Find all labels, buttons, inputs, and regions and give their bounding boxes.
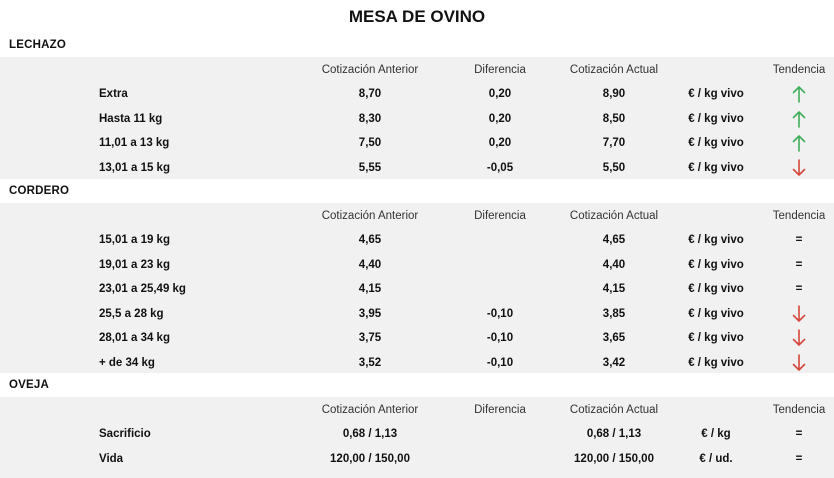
previous-price: 7,50 [358, 137, 382, 150]
previous-price: 3,52 [358, 356, 382, 369]
column-header-anterior: Cotización Anterior [321, 404, 419, 416]
row-label: Sacrificio [99, 428, 151, 441]
unit: € / kg vivo [688, 234, 744, 247]
row-label: 28,01 a 34 kg [99, 332, 170, 345]
trend [762, 131, 834, 156]
table-row [0, 253, 834, 278]
previous-price: 3,75 [358, 332, 382, 345]
trend [762, 228, 834, 253]
previous-price: 8,70 [358, 88, 382, 101]
current-price: 4,65 [602, 234, 626, 247]
previous-price: 3,95 [358, 307, 382, 320]
column-header-anterior: Cotización Anterior [321, 64, 419, 76]
trend [762, 82, 834, 107]
difference: 0,20 [488, 112, 512, 125]
trend-equal: = [795, 428, 803, 441]
unit: € / kg vivo [688, 307, 744, 320]
unit: € / kg vivo [688, 258, 744, 271]
column-header-tendencia: Tendencia [772, 64, 826, 76]
difference [460, 228, 540, 253]
table-row [0, 447, 834, 472]
trend-down-arrow-icon [792, 329, 806, 347]
unit: € / ud. [699, 452, 733, 465]
current-price: 8,90 [602, 88, 626, 101]
previous-price: 5,55 [358, 161, 382, 174]
table-row [0, 277, 834, 302]
difference: -0,05 [486, 161, 514, 174]
trend-up-arrow-icon [792, 134, 806, 152]
current-price: 3,65 [602, 332, 626, 345]
previous-price: 120,00 / 150,00 [330, 452, 410, 465]
row-label: 11,01 a 13 kg [99, 137, 170, 150]
column-header-diferencia: Diferencia [474, 210, 526, 222]
previous-price: 8,30 [358, 112, 382, 125]
current-price: 3,85 [602, 307, 626, 320]
current-price: 4,40 [602, 258, 626, 271]
column-header-tendencia: Tendencia [772, 210, 826, 222]
column-header-diferencia: Diferencia [474, 404, 526, 416]
difference: -0,10 [486, 332, 514, 345]
difference [460, 447, 540, 472]
current-price: 8,50 [602, 112, 626, 125]
trend-up-arrow-icon [792, 110, 806, 128]
row-label: + de 34 kg [99, 356, 155, 369]
trend [762, 253, 834, 278]
current-price: 7,70 [602, 137, 626, 150]
trend-equal: = [795, 452, 803, 465]
current-price: 120,00 / 150,00 [574, 452, 654, 465]
column-header-row [0, 59, 834, 81]
unit: € / kg vivo [688, 88, 744, 101]
column-header-anterior: Cotización Anterior [321, 210, 419, 222]
difference [460, 253, 540, 278]
section-header-cordero [0, 179, 834, 203]
column-header-actual: Cotización Actual [569, 404, 659, 416]
difference: -0,10 [486, 356, 514, 369]
previous-price: 4,65 [358, 234, 382, 247]
trend [762, 107, 834, 132]
row-label: 15,01 a 19 kg [99, 234, 170, 247]
current-price: 0,68 / 1,13 [586, 428, 642, 441]
section-title: CORDERO [9, 185, 70, 197]
unit: € / kg vivo [688, 283, 744, 296]
row-label: 13,01 a 15 kg [99, 161, 170, 174]
previous-price: 4,40 [358, 258, 382, 271]
trend-equal: = [795, 283, 803, 296]
current-price: 4,15 [602, 283, 626, 296]
trend [762, 277, 834, 302]
table-row [0, 107, 834, 132]
column-header-actual: Cotización Actual [569, 64, 659, 76]
unit: € / kg vivo [688, 112, 744, 125]
trend-down-arrow-icon [792, 305, 806, 323]
column-header-row [0, 205, 834, 227]
trend-down-arrow-icon [792, 159, 806, 177]
table-row [0, 156, 834, 181]
difference: -0,10 [486, 307, 514, 320]
row-label: 25,5 a 28 kg [99, 307, 164, 320]
unit: € / kg vivo [688, 332, 744, 345]
trend-up-arrow-icon [792, 85, 806, 103]
difference: 0,20 [488, 88, 512, 101]
trend-down-arrow-icon [792, 354, 806, 372]
trend [762, 156, 834, 181]
page-title: MESA DE OVINO [0, 0, 834, 33]
table-row [0, 326, 834, 351]
table-row [0, 302, 834, 327]
trend-equal: = [795, 258, 803, 271]
section-header-oveja [0, 373, 834, 397]
trend [762, 302, 834, 327]
table-row [0, 82, 834, 107]
table-row [0, 131, 834, 156]
unit: € / kg vivo [688, 137, 744, 150]
table-row [0, 422, 834, 447]
previous-price: 4,15 [358, 283, 382, 296]
row-label: Extra [99, 88, 128, 101]
trend [762, 422, 834, 447]
section-title: LECHAZO [9, 39, 66, 51]
column-header-actual: Cotización Actual [569, 210, 659, 222]
trend-equal: = [795, 234, 803, 247]
current-price: 3,42 [602, 356, 626, 369]
difference [460, 422, 540, 447]
column-header-row [0, 399, 834, 421]
unit: € / kg [701, 428, 731, 441]
row-label: 23,01 a 25,49 kg [99, 283, 186, 296]
difference [460, 277, 540, 302]
unit: € / kg vivo [688, 356, 744, 369]
table-row [0, 351, 834, 376]
difference: 0,20 [488, 137, 512, 150]
current-price: 5,50 [602, 161, 626, 174]
trend [762, 351, 834, 376]
trend [762, 326, 834, 351]
row-label: Vida [99, 452, 124, 465]
trend [762, 447, 834, 472]
column-header-tendencia: Tendencia [772, 404, 826, 416]
row-label: 19,01 a 23 kg [99, 258, 170, 271]
unit: € / kg vivo [688, 161, 744, 174]
previous-price: 0,68 / 1,13 [342, 428, 398, 441]
section-title: OVEJA [9, 379, 49, 391]
row-label: Hasta 11 kg [99, 112, 163, 125]
section-header-lechazo [0, 33, 834, 57]
table-row [0, 228, 834, 253]
column-header-diferencia: Diferencia [474, 64, 526, 76]
